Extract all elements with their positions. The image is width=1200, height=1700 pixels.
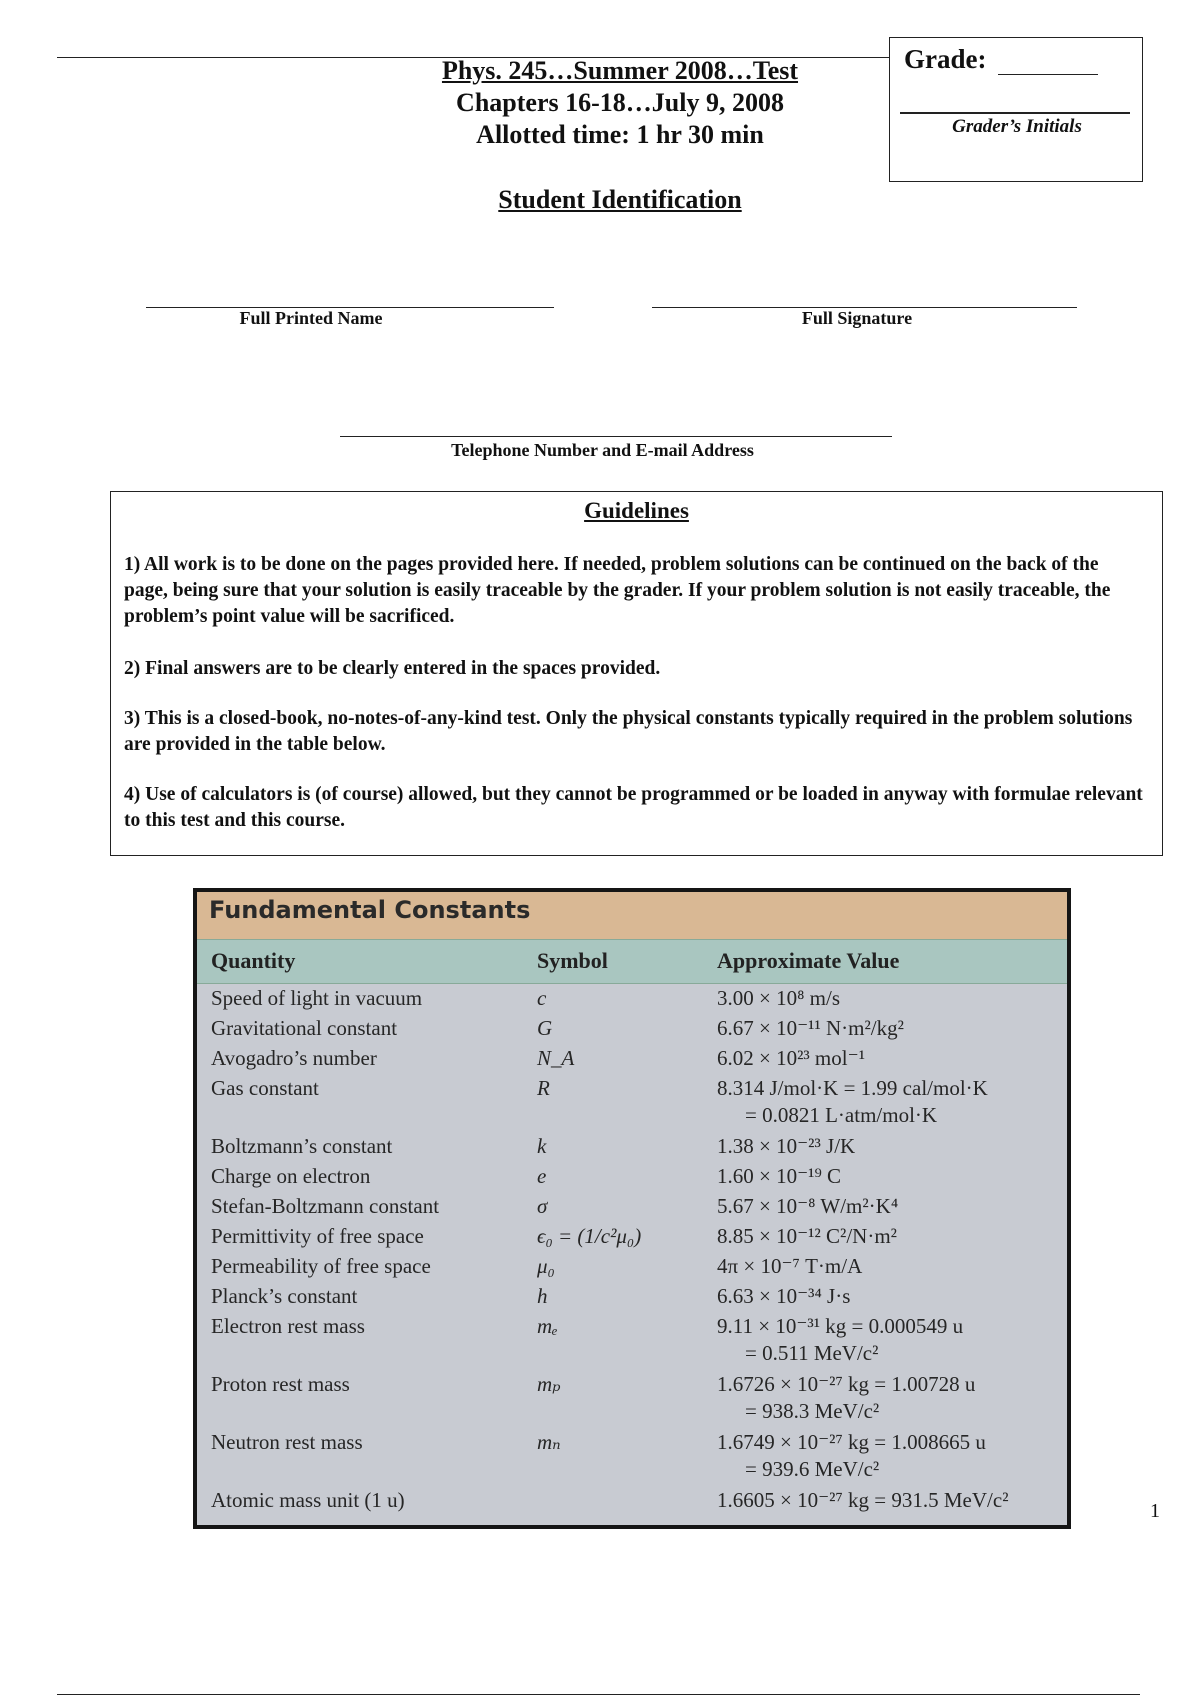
allotted-time: Allotted time: 1 hr 30 min (476, 120, 764, 149)
constant-quantity: Planck’s constant (211, 1284, 358, 1308)
constant-value: 6.02 × 10²³ mol⁻¹ (717, 1046, 865, 1070)
constants-table (193, 888, 1071, 1529)
constant-quantity: Atomic mass unit (1 u) (211, 1488, 405, 1512)
constant-quantity: Charge on electron (211, 1164, 371, 1188)
constant-value: 6.67 × 10⁻¹¹ N·m²/kg² (717, 1016, 904, 1040)
constant-symbol: mₑ (537, 1314, 558, 1338)
constant-value: 4π × 10⁻⁷ T·m/A (717, 1254, 863, 1278)
constant-symbol: R (537, 1076, 550, 1100)
guideline-item-3: 3) This is a closed-book, no-notes-of-any-kind test. Only the physical constants typically required in the problem solutions are provided in the table below. (124, 708, 1133, 755)
constant-value-continued: = 938.3 MeV/c² (745, 1399, 880, 1423)
grade-blank-line[interactable] (998, 74, 1098, 75)
guideline-item-1: 1) All work is to be done on the pages provided here. If needed, problem solutions can be continued on the back of the page, being sure that your solution is easily traceable by the grader. If your problem solution is not easily traceable, the problem’s point value will be sacrificed. (124, 554, 1111, 627)
constant-value-continued: = 0.0821 L·atm/mol·K (745, 1103, 938, 1127)
constant-symbol: mₚ (537, 1372, 561, 1396)
constant-symbol: σ (537, 1194, 548, 1218)
grader-initials-line[interactable] (900, 112, 1130, 114)
constant-value: 1.60 × 10⁻¹⁹ C (717, 1164, 842, 1188)
constant-quantity: Permittivity of free space (211, 1224, 424, 1248)
constant-quantity: Boltzmann’s constant (211, 1134, 393, 1158)
grader-initials-label: Grader’s Initials (952, 116, 1082, 137)
constant-quantity: Permeability of free space (211, 1254, 431, 1278)
guidelines-title: Guidelines (584, 498, 689, 523)
test-title: Phys. 245…Summer 2008…Test (441, 56, 799, 85)
col-symbol: Symbol (537, 948, 608, 973)
constant-value: 6.63 × 10⁻³⁴ J·s (717, 1284, 851, 1308)
constant-symbol: c (537, 986, 547, 1010)
constant-symbol: e (537, 1164, 547, 1188)
guideline-item-4: 4) Use of calculators is (of course) allowed, but they cannot be programmed or be loaded in anyway with formulae relevant to this test and this course. (124, 784, 1143, 831)
constant-value: 1.6749 × 10⁻²⁷ kg = 1.008665 u (717, 1430, 986, 1454)
test-chapters-date: Chapters 16-18…July 9, 2008 (456, 88, 784, 117)
constant-quantity: Gas constant (211, 1076, 319, 1100)
constant-symbol: k (537, 1134, 547, 1158)
signature-label: Full Signature (801, 308, 913, 328)
constant-symbol: ϵ₀ = (1/c²μ₀) (537, 1224, 642, 1248)
constant-value: 8.314 J/mol·K = 1.99 cal/mol·K (717, 1076, 988, 1100)
constant-value-continued: = 0.511 MeV/c² (745, 1341, 879, 1365)
constant-value: 1.6726 × 10⁻²⁷ kg = 1.00728 u (717, 1372, 976, 1396)
constant-quantity: Neutron rest mass (211, 1430, 363, 1454)
constant-value-continued: = 939.6 MeV/c² (745, 1457, 880, 1481)
constants-column-headers (197, 939, 1067, 984)
col-quantity: Quantity (211, 948, 296, 973)
constant-symbol: mₙ (537, 1430, 561, 1454)
constant-value: 5.67 × 10⁻⁸ W/m²·K⁴ (717, 1194, 899, 1218)
contact-label: Telephone Number and E-mail Address (451, 440, 754, 460)
constant-value: 8.85 × 10⁻¹² C²/N·m² (717, 1224, 897, 1248)
constant-quantity: Avogadro’s number (211, 1046, 377, 1070)
contact-line[interactable] (340, 436, 892, 437)
constant-symbol: h (537, 1284, 548, 1308)
constant-value: 1.38 × 10⁻²³ J/K (717, 1134, 856, 1158)
grade-label: Grade: (904, 44, 987, 74)
constant-symbol: N_A (537, 1046, 575, 1070)
section-title-student-id: Student Identification (498, 185, 742, 214)
constant-value: 9.11 × 10⁻³¹ kg = 0.000549 u (717, 1314, 964, 1338)
constant-symbol: μ₀ (537, 1254, 555, 1278)
constant-quantity: Speed of light in vacuum (211, 986, 423, 1010)
constant-quantity: Stefan-Boltzmann constant (211, 1194, 440, 1218)
name-label: Full Printed Name (239, 308, 383, 328)
constants-title: Fundamental Constants (209, 896, 531, 924)
bottom-rule (57, 1694, 1140, 1695)
col-value: Approximate Value (717, 948, 900, 973)
constant-value: 1.6605 × 10⁻²⁷ kg = 931.5 MeV/c² (717, 1488, 1009, 1512)
constant-value: 3.00 × 10⁸ m/s (717, 986, 841, 1010)
constant-quantity: Gravitational constant (211, 1016, 398, 1040)
constant-quantity: Proton rest mass (211, 1372, 350, 1396)
page-number: 1 (1150, 1500, 1160, 1522)
guideline-item-2: 2) Final answers are to be clearly entered in the spaces provided. (124, 658, 661, 679)
guidelines-box (110, 491, 1163, 856)
constant-quantity: Electron rest mass (211, 1314, 365, 1338)
grade-box (889, 37, 1143, 182)
constant-symbol: G (537, 1016, 553, 1040)
constants-header-band (197, 892, 1067, 939)
